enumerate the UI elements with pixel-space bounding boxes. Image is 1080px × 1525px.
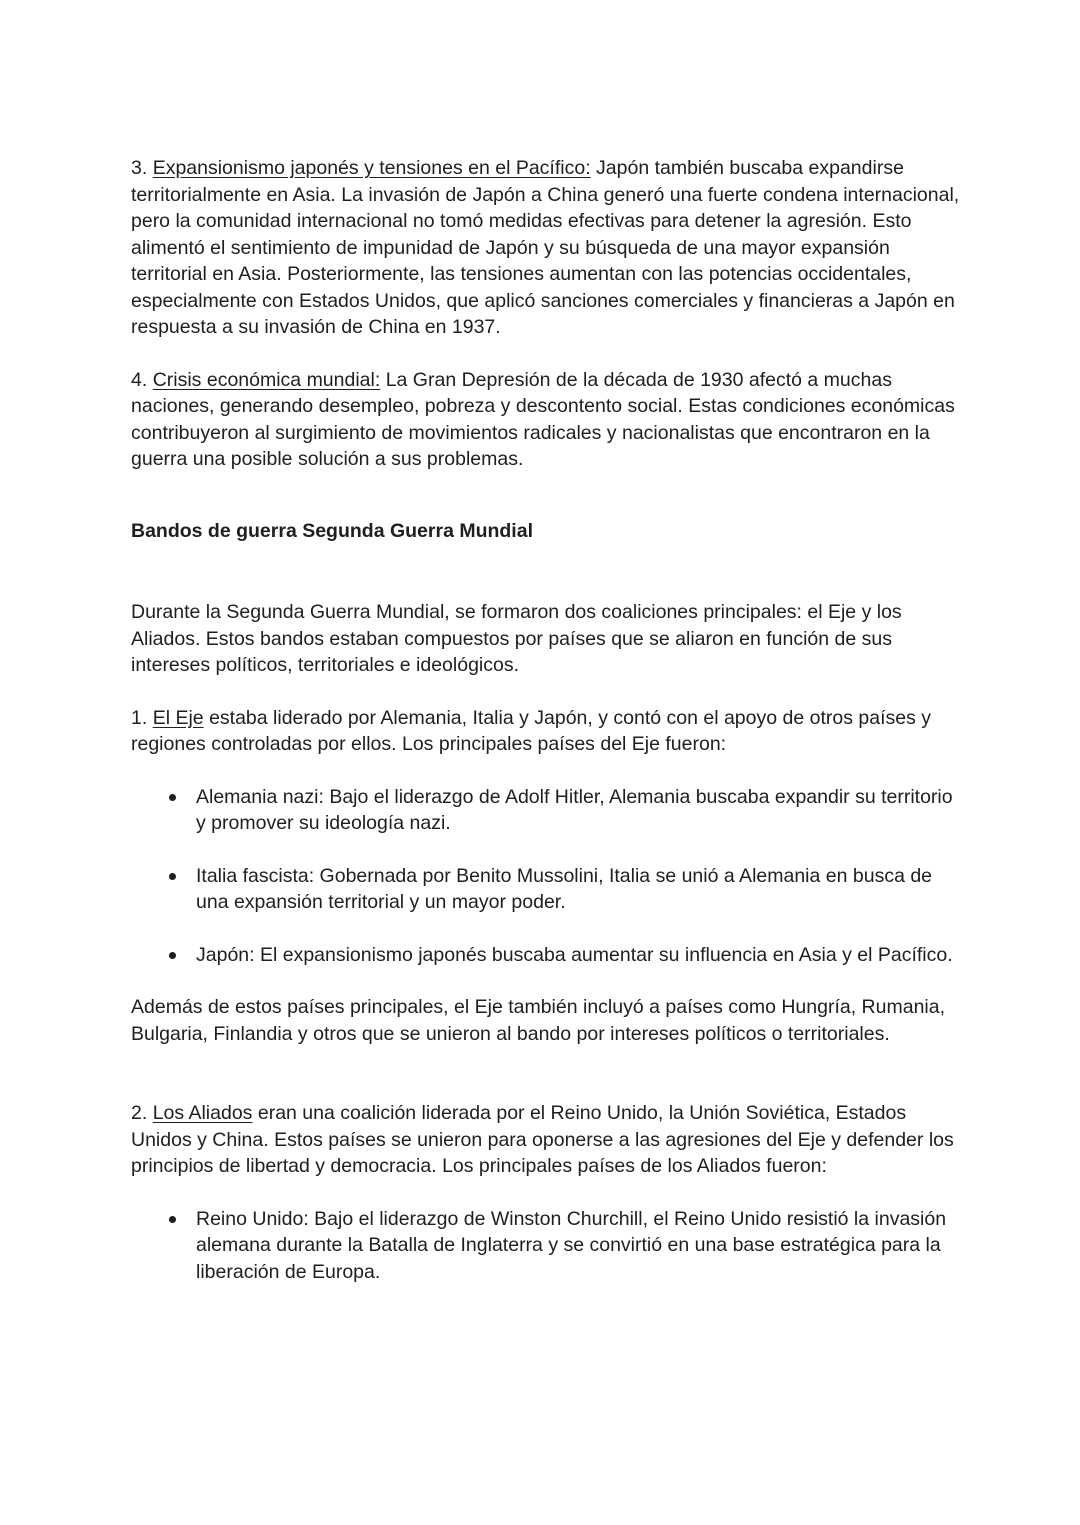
list-item-text: Italia fascista: Gobernada por Benito Mussolini, Italia se unió a Alemania en busca de una expansión territorial y un mayor poder. bbox=[196, 864, 933, 913]
bullet-icon bbox=[169, 873, 176, 880]
aliados-title: Los Aliados bbox=[152, 1102, 253, 1124]
eje-title: El Eje bbox=[152, 706, 204, 729]
section-3-number: 3. bbox=[131, 157, 148, 179]
bullet-icon bbox=[169, 1216, 176, 1223]
eje-number: 1. bbox=[131, 706, 148, 729]
bullet-icon bbox=[169, 794, 176, 801]
eje-closing-paragraph: Además de estos países principales, el Eje también incluyó a países como Hungría, Rumania, Bulgaria, Finlandia y otros que se unieron al bando por intereses políticos o territoriales. bbox=[131, 996, 946, 1045]
aliados-bullet-list bbox=[131, 1206, 961, 1286]
section-4-paragraph bbox=[131, 367, 961, 473]
eje-paragraph bbox=[131, 705, 961, 758]
list-item-text: Reino Unido: Bajo el liderazgo de Winston Churchill, el Reino Unido resistió la invasión alemana durante la Batalla de Inglaterra y se convirtió en una base estratégica para la liberación de Europa. bbox=[196, 1207, 947, 1283]
aliados-paragraph bbox=[131, 1100, 961, 1180]
section-4-body: La Gran Depresión de la década de 1930 afectó a muchas naciones, generando desempleo, pobreza y descontento social. Estas condiciones económicas contribuyeron al surgimiento de movimientos radicales y nacionalistas que encontraron en la guerra una posible solución a sus problemas. bbox=[131, 368, 955, 470]
list-item bbox=[131, 784, 961, 837]
bullet-icon bbox=[169, 952, 176, 959]
list-item bbox=[131, 942, 961, 969]
section-4-number: 4. bbox=[131, 368, 148, 391]
document-page bbox=[131, 155, 961, 1311]
aliados-number: 2. bbox=[131, 1102, 148, 1124]
eje-body: estaba liderado por Alemania, Italia y Japón, y contó con el apoyo de otros países y regiones controladas por ellos. Los principales países del Eje fueron: bbox=[131, 706, 932, 755]
list-item-text: Alemania nazi: Bajo el liderazgo de Adolf Hitler, Alemania buscaba expandir su territorio y promover su ideología nazi. bbox=[196, 785, 953, 834]
intro-paragraph: Durante la Segunda Guerra Mundial, se formaron dos coaliciones principales: el Eje y los Aliados. Estos bandos estaban compuestos por países que se aliaron en función de sus intereses políticos, territoriales e ideológicos. bbox=[131, 601, 902, 676]
list-item-text: Japón: El expansionismo japonés buscaba aumentar su influencia en Asia y el Pacífico. bbox=[196, 943, 953, 966]
section-heading: Bandos de guerra Segunda Guerra Mundial bbox=[131, 519, 533, 542]
section-3-paragraph bbox=[131, 155, 961, 341]
section-4-title: Crisis económica mundial: bbox=[152, 368, 381, 391]
section-3-body: Japón también buscaba expandirse territorialmente en Asia. La invasión de Japón a China generó una fuerte condena internacional, pero la comunidad internacional no tomó medidas efectivas para detener la agresión. Esto alimentó el sentimiento de impunidad de Japón y su búsqueda de una mayor expansión territorial en Asia. Posteriormente, las tensiones aumentan con las potencias occidentales, especialmente con Estados Unidos, que aplicó sanciones comerciales y financieras a Japón en respuesta a su invasión de China en 1937. bbox=[131, 157, 960, 338]
eje-bullet-list bbox=[131, 784, 961, 969]
list-item bbox=[131, 1206, 961, 1286]
list-item bbox=[131, 863, 961, 916]
section-3-title: Expansionismo japonés y tensiones en el Pacífico: bbox=[152, 157, 591, 179]
aliados-body: eran una coalición liderada por el Reino Unido, la Unión Soviética, Estados Unidos y China. Estos países se unieron para oponerse a las agresiones del Eje y defender los principios de libertad y democracia. Los principales países de los Aliados fueron: bbox=[131, 1102, 954, 1177]
